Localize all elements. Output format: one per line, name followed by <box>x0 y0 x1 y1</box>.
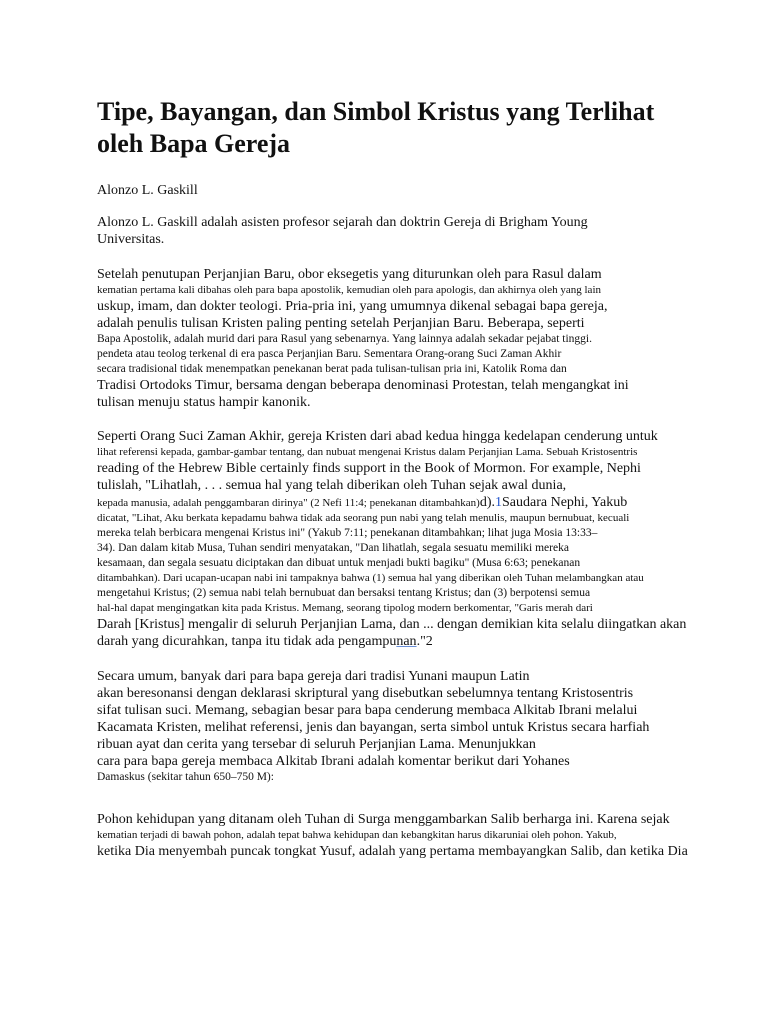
text-line: tulislah, "Lihatlah, . . . semua hal yang telah diberikan oleh Tuhan sejak awal dunia, <box>97 478 567 493</box>
footnote-link-1[interactable]: 1 <box>495 495 502 510</box>
text-line: dicatat, "Lihat, Aku berkata kepadamu bahwa tidak ada seorang pun nabi yang telah menulis, maupun bernubuat, kecuali <box>97 512 630 524</box>
text-line: akan beresonansi dengan deklarasi skriptural yang disebutkan sebelumnya tentang Kristosentris <box>97 686 634 701</box>
text-line: mengetahui Kristus; (2) semua nabi telah bernubuat dan bersaksi tentang Kristus; dan (3) berpotensi semua <box>97 587 591 599</box>
text-line: Damaskus (sekitar tahun 650–750 M): <box>97 771 274 783</box>
text-line: Seperti Orang Suci Zaman Akhir, gereja Kristen dari abad kedua hingga kedelapan cenderung untuk <box>97 429 658 444</box>
text-line: 34). Dan dalam kitab Musa, Tuhan sendiri menyatakan, "Dan lihatlah, segala sesuatu memiliki mereka <box>97 542 569 554</box>
underlined-fragment: nan <box>396 634 417 649</box>
text-line: Tradisi Ortodoks Timur, bersama dengan beberapa denominasi Protestan, telah mengangkat ini <box>97 378 629 393</box>
text-line <box>97 494 737 511</box>
text-line: Darah [Kristus] mengalir di seluruh Perjanjian Lama, dan ... dengan demikian kita selalu diingatkan akan <box>97 617 687 632</box>
text-line: ditambahkan). Dari ucapan-ucapan nabi ini tampaknya bahwa (1) semua hal yang diberikan oleh Tuhan melambangkan atau <box>97 572 644 584</box>
text-line: ribuan ayat dan cerita yang tersebar di seluruh Perjanjian Lama. Menunjukkan <box>97 737 536 752</box>
text-fragment: kepada manusia, adalah penggambaran dirinya" (2 Nefi 11:4; penekanan ditambahkan) <box>97 497 480 509</box>
text-line: cara para bapa gereja membaca Alkitab Ibrani adalah komentar berikut dari Yohanes <box>97 754 570 769</box>
text-line: adalah penulis tulisan Kristen paling penting setelah Perjanjian Baru. Beberapa, seperti <box>97 316 585 331</box>
text-line: hal-hal dapat mengingatkan kita pada Kristus. Memang, seorang tipolog modern berkomentar, "Garis merah dari <box>97 602 593 614</box>
text-line: Pohon kehidupan yang ditanam oleh Tuhan di Surga menggambarkan Salib berharga ini. Karena sejak <box>97 812 670 827</box>
text-fragment: darah yang dicurahkan, tanpa itu tidak ada pengampu <box>97 634 397 649</box>
text-line: kesamaan, dan segala sesuatu diciptakan dan dibuat untuk menjadi bukti bagiku" (Musa 6:63; penekanan <box>97 557 581 569</box>
text-line: Universitas. <box>97 232 165 247</box>
author-bio <box>97 214 737 248</box>
text-fragment: d). <box>479 495 495 510</box>
text-line: uskup, imam, dan dokter teologi. Pria-pria ini, yang umumnya dikenal sebagai bapa gereja, <box>97 299 608 314</box>
text-line: Alonzo L. Gaskill adalah asisten profesor sejarah dan doktrin Gereja di Brigham Young <box>97 215 588 230</box>
text-line: ketika Dia menyembah puncak tongkat Yusuf, adalah yang pertama membayangkan Salib, dan ketika Dia <box>97 844 688 859</box>
text-line <box>97 633 737 650</box>
text-line: kematian terjadi di bawah pohon, adalah tepat bahwa kehidupan dan kebangkitan harus dikaruniai oleh pohon. Yakub, <box>97 829 617 841</box>
text-line: Secara umum, banyak dari para bapa gereja dari tradisi Yunani maupun Latin <box>97 669 530 684</box>
text-line: kematian pertama kali dibahas oleh para bapa apostolik, kemudian oleh para apologis, dan akhirnya oleh yang lain <box>97 284 601 296</box>
document-title: Tipe, Bayangan, dan Simbol Kristus yang Terlihat oleh Bapa Gereja <box>97 97 655 158</box>
paragraph-1 <box>97 266 737 411</box>
text-fragment: ."2 <box>416 634 433 649</box>
text-line: mereka telah berbicara mengenai Kristus ini" (Yakub 7:11; penekanan ditambahkan; lihat juga Mosia 13:33– <box>97 527 598 539</box>
document-page <box>97 96 737 876</box>
author-name: Alonzo L. Gaskill <box>97 183 198 198</box>
text-line: Bapa Apostolik, adalah murid dari para Rasul yang sebenarnya. Yang lainnya adalah sekadar pejabat tinggi. <box>97 333 592 345</box>
text-line: secara tradisional tidak menempatkan penekanan berat pada tulisan-tulisan pria ini, Katolik Roma dan <box>97 363 567 375</box>
text-line: lihat referensi kepada, gambar-gambar tentang, dan nubuat mengenai Kristus dalam Perjanjian Lama. Sebuah Kristosentris <box>97 446 638 458</box>
paragraph-4-quote <box>97 811 737 860</box>
paragraph-3 <box>97 668 737 785</box>
text-line: tulisan menuju status hampir kanonik. <box>97 395 311 410</box>
paragraph-2 <box>97 428 737 650</box>
text-line: sifat tulisan suci. Memang, sebagian besar para bapa cenderung membaca Alkitab Ibrani melalui <box>97 703 638 718</box>
text-line: Setelah penutupan Perjanjian Baru, obor eksegetis yang diturunkan oleh para Rasul dalam <box>97 267 602 282</box>
text-line: pendeta atau teolog terkenal di era pasca Perjanjian Baru. Sementara Orang-orang Suci Zaman Akhir <box>97 348 562 360</box>
text-fragment: Saudara Nephi, Yakub <box>502 495 628 510</box>
text-line: Kacamata Kristen, melihat referensi, jenis dan bayangan, serta simbol untuk Kristus secara harfiah <box>97 720 650 735</box>
text-line: reading of the Hebrew Bible certainly finds support in the Book of Mormon. For example, Nephi <box>97 461 641 476</box>
